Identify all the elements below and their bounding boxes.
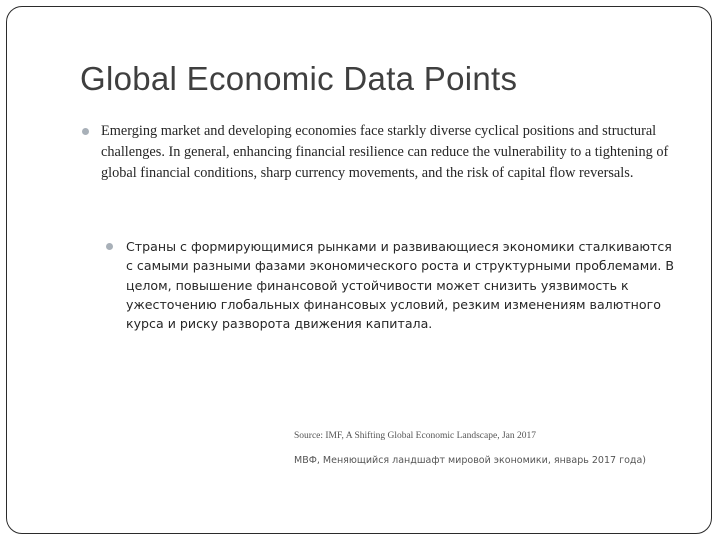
source-citation-english: Source: IMF, A Shifting Global Economic Landscape, Jan 2017: [294, 431, 536, 441]
bullet-russian-text: Страны с формирующимися рынками и развивающиеся экономики сталкиваются с самыми разными фазами экономического роста и структурными проблемами. В целом, повышение финансовой устойчивости может снизить уязвимость к ужесточению глобальных финансовых условий, резким изменениям валютного курса и риску разворота движения капитала.: [126, 239, 675, 332]
bullet-dot-icon: [106, 243, 113, 250]
bullet-russian: [106, 237, 680, 333]
source-citation-russian: МВФ, Меняющийся ландшафт мировой экономики, январь 2017 года): [294, 455, 646, 466]
slide-title: Global Economic Data Points: [80, 60, 518, 97]
bullet-english: [82, 121, 672, 184]
bullet-english-text: Emerging market and developing economies face starkly diverse cyclical positions and structural challenges. In general, enhancing financial resilience can reduce the vulnerability to a tightening of global financial conditions, sharp currency movements, and the risk of capital flow reversals.: [101, 123, 669, 181]
bullet-dot-icon: [82, 128, 89, 135]
